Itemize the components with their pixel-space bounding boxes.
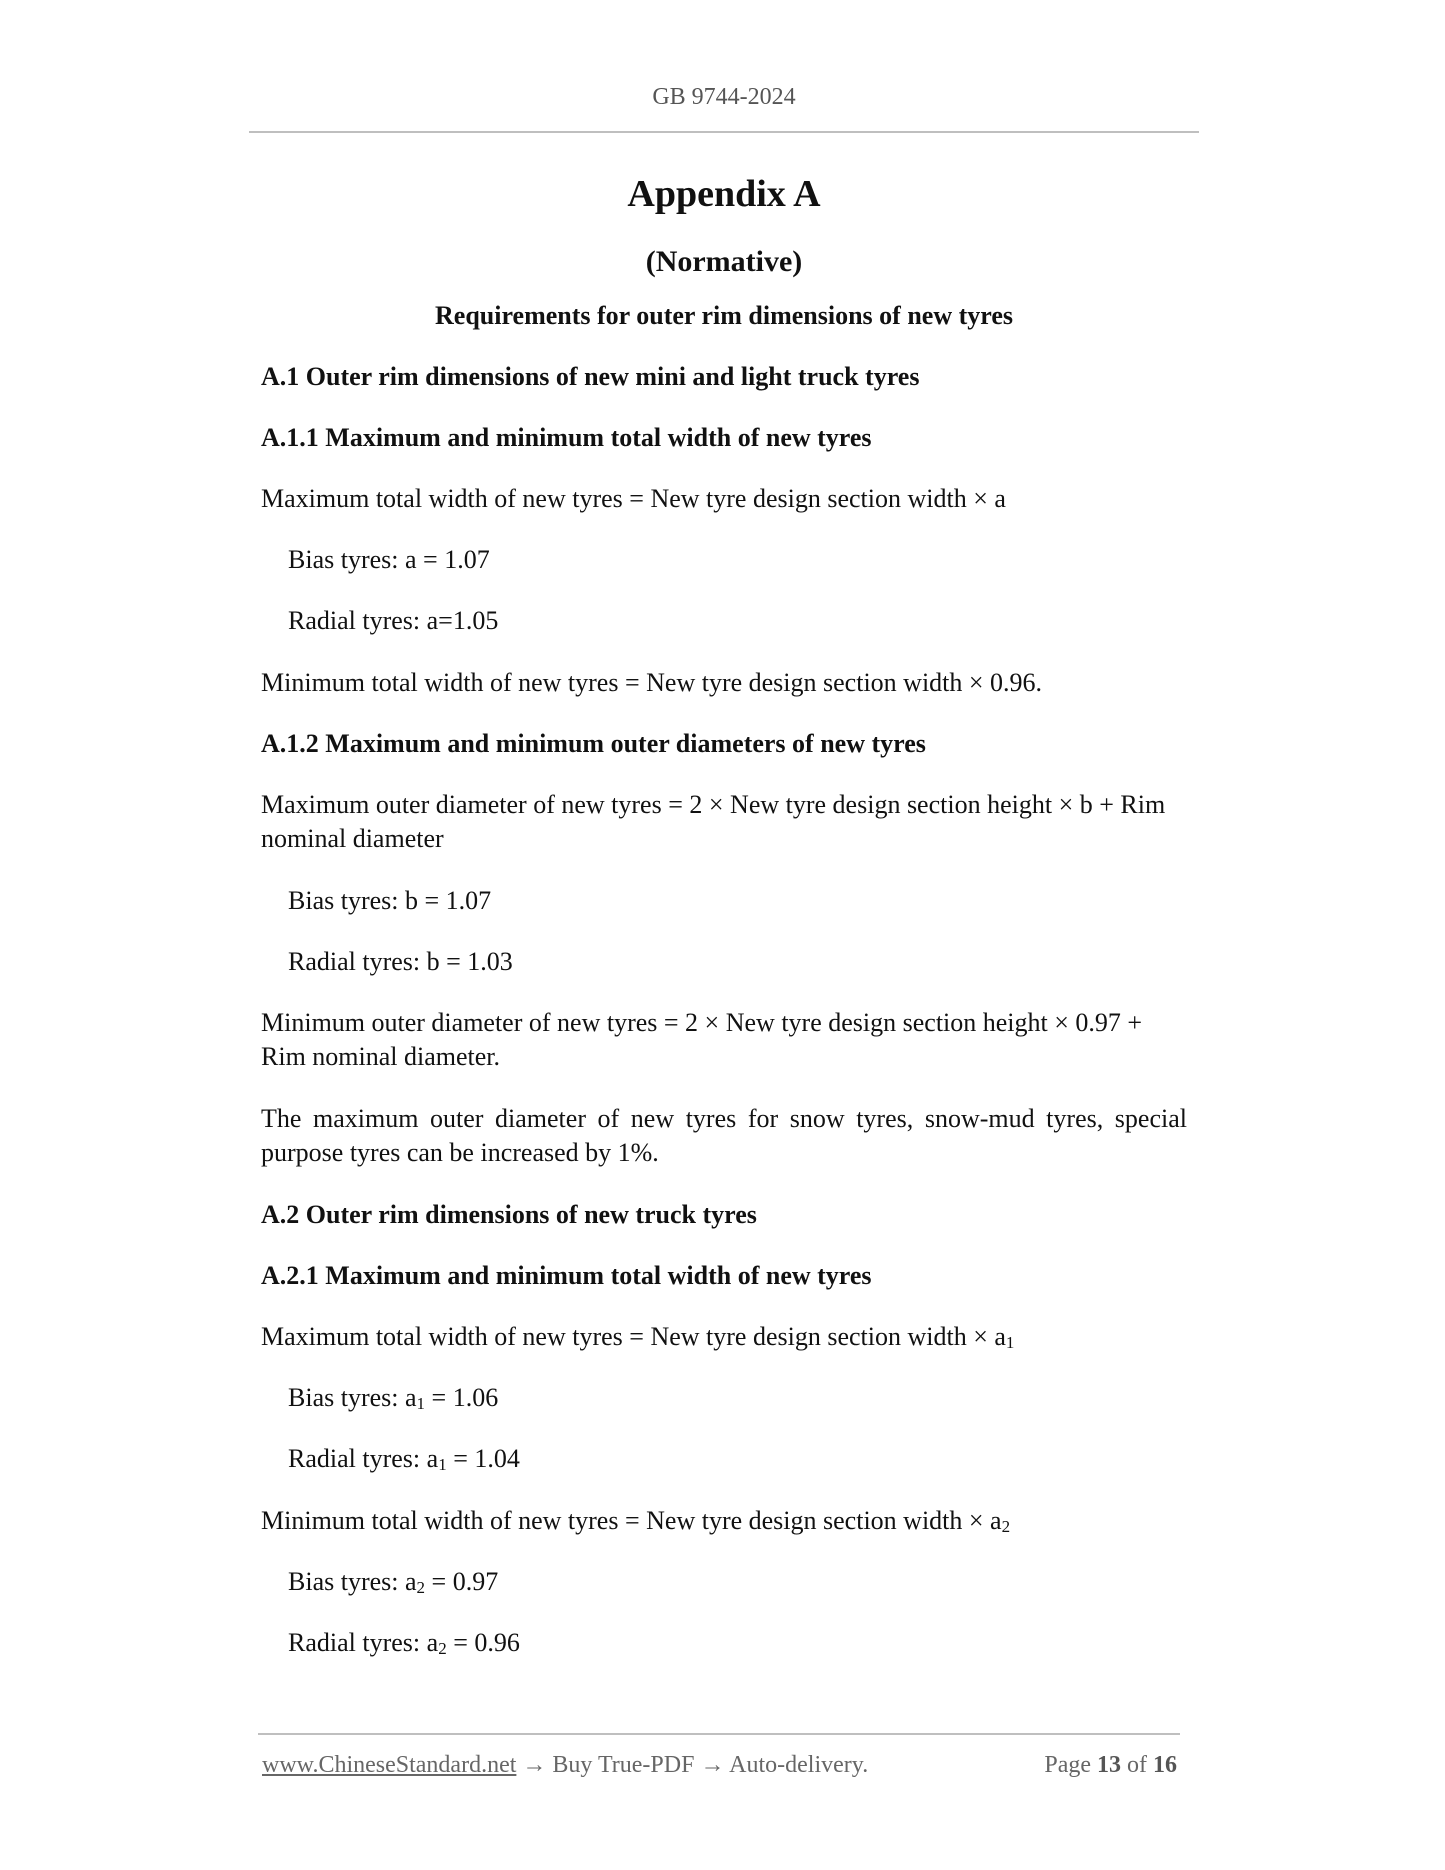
a2-min-width-formula	[261, 1504, 1187, 1538]
a2-radial-a2-label: Radial tyres: a	[288, 1628, 439, 1657]
page-label: Page	[1044, 1752, 1091, 1778]
section-a1-heading: A.1 Outer rim dimensions of new mini and light truck tyres	[261, 362, 920, 391]
a2-radial-a1-label: Radial tyres: a	[288, 1444, 439, 1473]
section-a2-1-heading: A.2.1 Maximum and minimum total width of new tyres	[261, 1261, 872, 1290]
buy-true-pdf-text: Buy True-PDF	[546, 1752, 701, 1778]
a1-snow-tyre-note: The maximum outer diameter of new tyres for snow tyres, snow-mud tyres, special purpose tyres can be increased by 1%.	[261, 1104, 1187, 1167]
subscript-2: 2	[416, 1578, 426, 1597]
arrow-right-icon: →	[700, 1752, 725, 1778]
subscript-2: 2	[1001, 1517, 1011, 1536]
section-a2-heading: A.2 Outer rim dimensions of new truck tyres	[261, 1200, 757, 1229]
total-page-count: 16	[1153, 1752, 1177, 1778]
a2-bias-a2-label: Bias tyres: a	[288, 1567, 417, 1596]
a2-min-width-text: Minimum total width of new tyres = New tyre design section width × a	[261, 1506, 1002, 1535]
a2-radial-a2-value	[288, 1626, 1187, 1660]
a2-bias-a2-number: = 0.97	[425, 1567, 499, 1596]
a2-max-width-formula	[261, 1320, 1187, 1354]
a1-min-diameter-formula: Minimum outer diameter of new tyres = 2 × New tyre design section height × 0.97 + Rim nominal diameter.	[261, 1008, 1143, 1071]
page-indicator	[1044, 1752, 1177, 1779]
footer-divider	[258, 1733, 1180, 1735]
a2-bias-a1-label: Bias tyres: a	[288, 1383, 417, 1412]
a1-min-width-formula: Minimum total width of new tyres = New tyre design section width × 0.96.	[261, 668, 1043, 697]
a1-max-diameter-formula: Maximum outer diameter of new tyres = 2 × New tyre design section height × b + Rim nominal diameter	[261, 790, 1166, 853]
a2-bias-a1-value	[288, 1381, 1187, 1415]
a2-radial-a2-number: = 0.96	[446, 1628, 520, 1657]
appendix-subtitle: (Normative)	[645, 245, 803, 278]
arrow-right-icon: →	[522, 1752, 547, 1778]
subscript-2: 2	[438, 1639, 447, 1658]
a2-radial-a1-value	[288, 1442, 1187, 1476]
appendix-caption: Requirements for outer rim dimensions of new tyres	[435, 301, 1013, 330]
a1-bias-b-value: Bias tyres: b = 1.07	[288, 886, 492, 915]
section-a1-2-heading: A.1.2 Maximum and minimum outer diameters of new tyres	[261, 729, 926, 758]
a1-bias-a-value: Bias tyres: a = 1.07	[288, 545, 490, 574]
appendix-title: Appendix A	[627, 173, 821, 215]
a1-radial-b-value: Radial tyres: b = 1.03	[288, 947, 513, 976]
page-footer	[262, 1752, 1180, 1779]
a2-bias-a2-value	[288, 1565, 1187, 1599]
a2-max-width-text: Maximum total width of new tyres = New tyre design section width × a	[261, 1322, 1006, 1351]
auto-delivery-text: Auto-delivery.	[724, 1752, 869, 1778]
subscript-1: 1	[438, 1455, 447, 1474]
website-link[interactable]: www.ChineseStandard.net	[262, 1752, 517, 1778]
section-a1-1-heading: A.1.1 Maximum and minimum total width of new tyres	[261, 423, 872, 452]
a1-radial-a-value: Radial tyres: a=1.05	[288, 606, 499, 635]
current-page-number: 13	[1097, 1752, 1121, 1778]
subscript-1: 1	[1005, 1333, 1015, 1352]
a2-radial-a1-number: = 1.04	[446, 1444, 520, 1473]
header-divider	[249, 131, 1199, 133]
a1-max-width-formula: Maximum total width of new tyres = New tyre design section width × a	[261, 484, 1006, 513]
document-id-header: GB 9744-2024	[652, 84, 796, 110]
of-label: of	[1127, 1752, 1147, 1778]
a2-bias-a1-number: = 1.06	[425, 1383, 499, 1412]
subscript-1: 1	[416, 1394, 426, 1413]
